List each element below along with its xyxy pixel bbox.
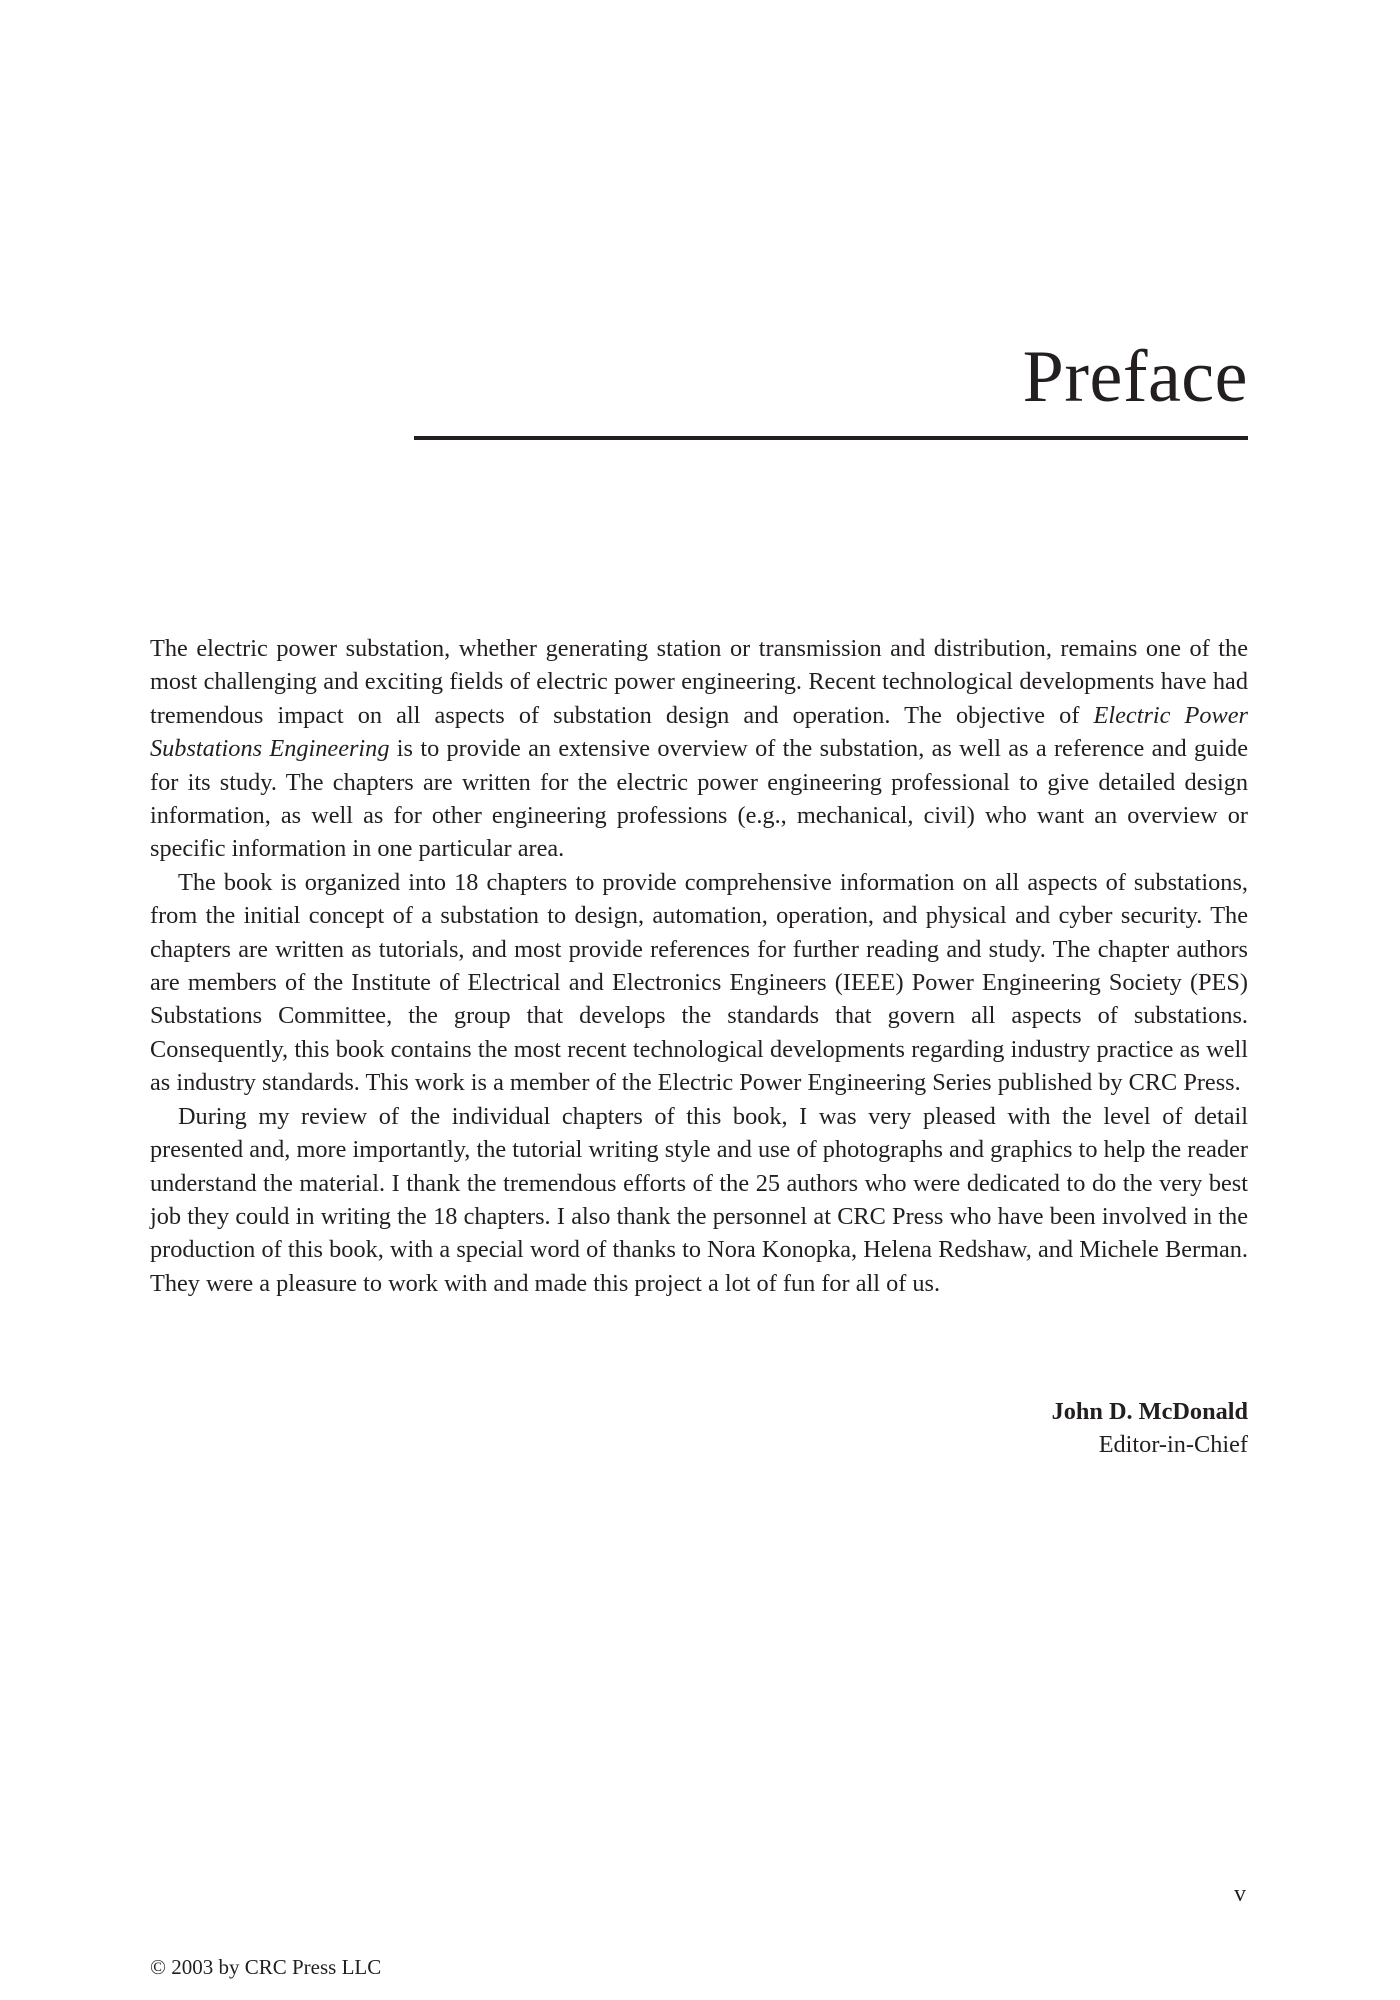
page-number: v <box>1234 1881 1246 1907</box>
page-title: Preface <box>1022 336 1248 418</box>
book-title-italic: Electric Power Substations Engineering <box>150 701 1248 763</box>
paragraph-1-before: The electric power substation, whether generating station or transmission and distribution, remains one of the most challenging and exciting fields of electric power engineering. Recent technological developments have had tremendous impact on all aspects of substation design and operation. The objective of <box>150 635 1248 729</box>
signature-role: Editor-in-Chief <box>1098 1431 1248 1459</box>
paragraph-1-after: is to provide an extensive overview of the substation, as well as a reference and guide for its study. The chapters are written for the electric power engineering professional to give detailed design information, as well as for other engineering professions (e.g., mechanical, civil) who want an overview or specific information in one particular area. <box>150 735 1248 863</box>
copyright-notice: © 2003 by CRC Press LLC <box>150 1955 382 1979</box>
paragraph-1 <box>150 632 1248 866</box>
signature-block <box>1052 1395 1248 1462</box>
title-rule <box>414 436 1248 440</box>
paragraph-3: During my review of the individual chapters of this book, I was very pleased with the level of detail presented and, more importantly, the tutorial writing style and use of photographs and graphics to help the reader understand the material. I thank the tremendous efforts of the 25 authors who were dedicated to do the very best job they could in writing the 18 chapters. I also thank the personnel at CRC Press who have been involved in the production of this book, with a special word of thanks to Nora Konopka, Helena Redshaw, and Michele Berman. They were a pleasure to work with and made this project a lot of fun for all of us. <box>150 1102 1248 1297</box>
signature-name: John D. McDonald <box>1051 1398 1248 1425</box>
preface-body <box>150 632 1248 1300</box>
paragraph-2: The book is organized into 18 chapters to provide comprehensive information on all aspects of substations, from the initial concept of a substation to design, automation, operation, and physical and cyber security. The chapters are written as tutorials, and most provide references for further reading and study. The chapter authors are members of the Institute of Electrical and Electronics Engineers (IEEE) Power Engineering Society (PES) Substations Committee, the group that develops the standards that govern all aspects of substations. Consequently, this book contains the most recent technological developments regarding industry practice as well as industry standards. This work is a member of the Electric Power Engineering Series published by CRC Press. <box>150 868 1248 1097</box>
